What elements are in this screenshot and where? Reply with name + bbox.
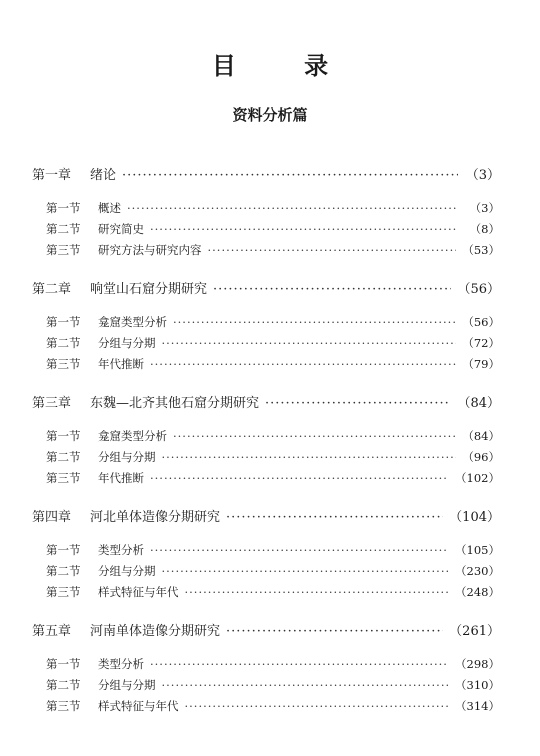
section-title: 类型分析 bbox=[98, 657, 144, 671]
section-title: 年代推断 bbox=[98, 357, 144, 371]
section-number: 第三节 bbox=[46, 357, 81, 371]
page-number: （105） bbox=[455, 543, 500, 557]
page-number: （102） bbox=[455, 471, 500, 485]
section-title: 分组与分期 bbox=[98, 336, 156, 350]
section-title: 概述 bbox=[98, 201, 121, 215]
page-number: （56） bbox=[457, 282, 500, 297]
dot-leader bbox=[162, 678, 450, 692]
dot-leader bbox=[173, 315, 456, 329]
chapter-number: 第四章 bbox=[32, 510, 72, 525]
section-number: 第三节 bbox=[46, 471, 81, 485]
toc-chapter-entry[interactable] bbox=[32, 620, 500, 639]
page-number: （104） bbox=[449, 510, 500, 525]
section-number: 第二节 bbox=[46, 678, 81, 692]
section-number: 第三节 bbox=[46, 699, 81, 713]
dot-leader bbox=[173, 429, 456, 443]
toc-section-entry[interactable] bbox=[46, 698, 500, 714]
page-number: （314） bbox=[455, 699, 500, 713]
section-number: 第二节 bbox=[46, 222, 81, 236]
dot-leader bbox=[150, 357, 456, 371]
page-number: （53） bbox=[462, 243, 500, 257]
page-number: （72） bbox=[462, 336, 500, 350]
chapter-title: 东魏—北齐其他石窟分期研究 bbox=[90, 396, 260, 411]
dot-leader bbox=[265, 396, 451, 411]
page-title: 目 录 bbox=[211, 52, 359, 80]
dot-leader bbox=[213, 282, 451, 297]
page-number: （56） bbox=[462, 315, 500, 329]
dot-leader bbox=[185, 585, 450, 599]
dot-leader bbox=[162, 336, 457, 350]
page-number: （261） bbox=[449, 624, 500, 639]
chapter-title: 河北单体造像分期研究 bbox=[90, 510, 221, 525]
section-number: 第一节 bbox=[46, 543, 81, 557]
dot-leader bbox=[122, 168, 458, 183]
chapter-title: 绪论 bbox=[90, 168, 117, 183]
toc-section-entry[interactable] bbox=[46, 221, 500, 237]
page-number: （3） bbox=[469, 201, 500, 215]
dot-leader bbox=[150, 222, 458, 236]
section-title: 研究简史 bbox=[98, 222, 144, 236]
part-title: 资料分析篇 bbox=[232, 106, 308, 124]
section-number: 第二节 bbox=[46, 564, 81, 578]
page-number: （230） bbox=[455, 564, 500, 578]
page-number: （298） bbox=[455, 657, 500, 671]
dot-leader bbox=[127, 201, 458, 215]
toc-section-entry[interactable] bbox=[46, 356, 500, 372]
section-number: 第一节 bbox=[46, 315, 81, 329]
section-title: 分组与分期 bbox=[98, 564, 156, 578]
section-number: 第一节 bbox=[46, 201, 81, 215]
chapter-number: 第一章 bbox=[32, 168, 72, 183]
section-title: 年代推断 bbox=[98, 471, 144, 485]
page-number: （8） bbox=[469, 222, 500, 236]
dot-leader bbox=[226, 510, 443, 525]
section-title: 龛窟类型分析 bbox=[98, 429, 167, 443]
toc-section-entry[interactable] bbox=[46, 656, 500, 672]
dot-leader bbox=[226, 624, 443, 639]
section-number: 第一节 bbox=[46, 429, 81, 443]
toc-section-entry[interactable] bbox=[46, 542, 500, 558]
dot-leader bbox=[162, 450, 457, 464]
page-number: （248） bbox=[455, 585, 500, 599]
section-number: 第一节 bbox=[46, 657, 81, 671]
toc-section-entry[interactable] bbox=[46, 314, 500, 330]
section-title: 分组与分期 bbox=[98, 450, 156, 464]
chapter-number: 第二章 bbox=[32, 282, 72, 297]
section-title: 研究方法与研究内容 bbox=[98, 243, 202, 257]
section-number: 第二节 bbox=[46, 450, 81, 464]
page-number: （96） bbox=[462, 450, 500, 464]
page-number: （3） bbox=[465, 168, 500, 183]
section-number: 第三节 bbox=[46, 243, 81, 257]
toc-section-entry[interactable] bbox=[46, 200, 500, 216]
section-title: 龛窟类型分析 bbox=[98, 315, 167, 329]
toc-section-entry[interactable] bbox=[46, 449, 500, 465]
dot-leader bbox=[208, 243, 457, 257]
toc-section-entry[interactable] bbox=[46, 563, 500, 579]
toc-section-entry[interactable] bbox=[46, 677, 500, 693]
page-number: （310） bbox=[455, 678, 500, 692]
toc-section-entry[interactable] bbox=[46, 470, 500, 486]
dot-leader bbox=[150, 543, 449, 557]
page-number: （84） bbox=[462, 429, 500, 443]
section-number: 第三节 bbox=[46, 585, 81, 599]
chapter-title: 河南单体造像分期研究 bbox=[90, 624, 221, 639]
section-title: 样式特征与年代 bbox=[98, 699, 179, 713]
dot-leader bbox=[150, 471, 449, 485]
chapter-number: 第三章 bbox=[32, 396, 72, 411]
dot-leader bbox=[185, 699, 450, 713]
page-number: （84） bbox=[457, 396, 500, 411]
section-title: 类型分析 bbox=[98, 543, 144, 557]
toc-section-entry[interactable] bbox=[46, 335, 500, 351]
toc-chapter-entry[interactable] bbox=[32, 506, 500, 525]
dot-leader bbox=[150, 657, 449, 671]
toc-section-entry[interactable] bbox=[46, 242, 500, 258]
chapter-number: 第五章 bbox=[32, 624, 72, 639]
page-number: （79） bbox=[462, 357, 500, 371]
toc-section-entry[interactable] bbox=[46, 584, 500, 600]
toc-section-entry[interactable] bbox=[46, 428, 500, 444]
toc-chapter-entry[interactable] bbox=[32, 164, 500, 183]
section-title: 分组与分期 bbox=[98, 678, 156, 692]
toc-chapter-entry[interactable] bbox=[32, 278, 500, 297]
dot-leader bbox=[162, 564, 450, 578]
section-number: 第二节 bbox=[46, 336, 81, 350]
chapter-title: 响堂山石窟分期研究 bbox=[90, 282, 208, 297]
section-title: 样式特征与年代 bbox=[98, 585, 179, 599]
toc-chapter-entry[interactable] bbox=[32, 392, 500, 411]
